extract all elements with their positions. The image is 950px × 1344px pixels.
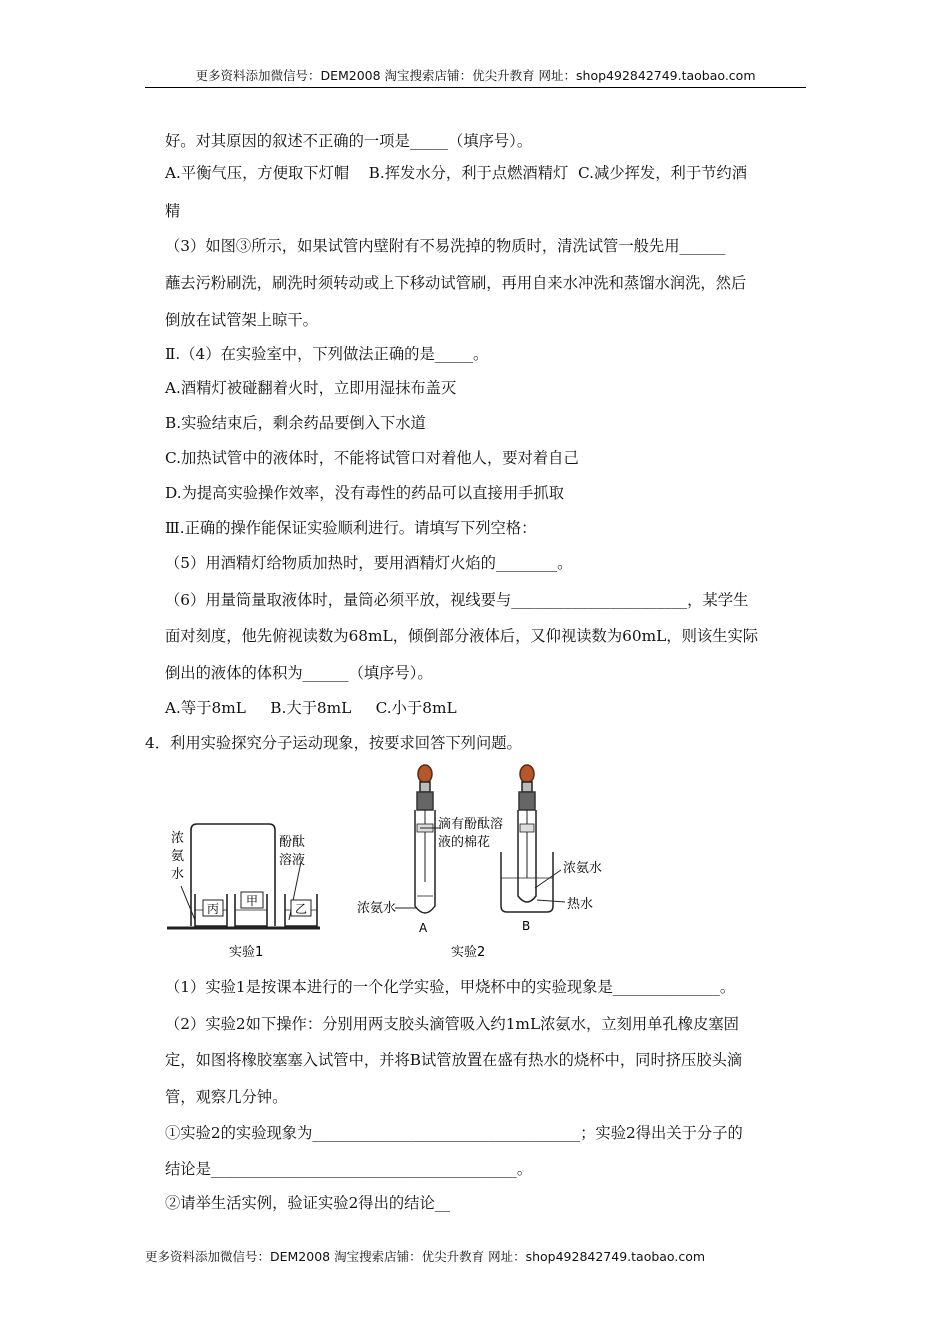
exp1-beaker-label: 乙 [295,902,308,916]
text-line: 倒放在试管架上晾干。 [165,311,318,329]
exp1-beaker-label: 甲 [246,894,259,908]
page-footer: 更多资料添加微信号：DEM2008 淘宝搜索店铺：优尖升教育 网址：shop492842749.taobao.com [145,1249,706,1264]
exp2-hot-water-label: 热水 [567,897,594,912]
exp1-ammonia-label: 氨 [171,849,185,864]
question-4-title: 4．利用实验探究分子运动现象，按要求回答下列问题。 [145,734,522,752]
text-line: ②请举生活实例，验证实验2得出的结论__ [165,1194,451,1212]
header-divider [145,87,806,88]
exp1-ammonia-label: 水 [171,867,185,882]
text-line: 结论是________________________________________。 [165,1160,533,1178]
text-line: D.为提高实验操作效率，没有毒性的药品可以直接用手抓取 [165,484,565,502]
text-line: C.加热试管中的液体时，不能将试管口对着他人，要对着自己 [165,449,579,467]
exp1-beaker-label: 丙 [207,902,220,916]
exp1-ammonia-label: 浓 [171,831,185,846]
exp2-cotton-label: 滴有酚酞溶 [438,817,504,832]
text-line: 面对刻度，他先俯视读数为68mL，倾倒部分液体后，又仰视读数为60mL，则该生实际 [165,627,759,645]
text-line: （2）实验2如下操作：分别用两支胶头滴管吸入约1mL浓氨水，立刻用单孔橡皮塞固 [165,1015,739,1033]
exp2-ammonia-label: 浓氨水 [357,901,397,916]
text-line: Ⅲ.正确的操作能保证实验顺利进行。请填写下列空格： [165,519,537,537]
exp2-cotton-label: 液的棉花 [438,835,491,850]
text-line: 好。对其原因的叙述不正确的一项是_____（填序号）。 [165,132,533,150]
experiment-figure [165,760,625,970]
exp2-caption: 实验2 [451,945,486,960]
text-line: （1）实验1是按课本进行的一个化学实验，甲烧杯中的实验现象是______________。 [165,978,736,996]
page-header: 更多资料添加微信号：DEM2008 淘宝搜索店铺：优尖升教育 网址：shop492842749.taobao.com [195,68,756,83]
text-line: 定，如图将橡胶塞塞入试管中，并将B试管放置在盛有热水的烧杯中，同时挤压胶头滴 [165,1051,743,1069]
text-line: A.平衡气压，方便取下灯帽 B.挥发水分，利于点燃酒精灯 C.减少挥发，利于节约酒 [165,164,748,182]
text-line: 精 [165,202,181,220]
text-line: A.酒精灯被碰翻着火时，立即用湿抹布盖灭 [165,379,457,397]
text-line: 管，观察几分钟。 [165,1088,288,1106]
text-line: Ⅱ.（4）在实验室中，下列做法正确的是_____。 [165,345,489,363]
exp2-ammonia-label: 浓氨水 [563,861,603,876]
text-line: A.等于8mL B.大于8mL C.小于8mL [165,699,457,717]
text-line: 蘸去污粉刷洗，刷洗时须转动或上下移动试管刷，再用自来水冲洗和蒸馏水润洗，然后 [165,274,747,292]
text-line: （5）用酒精灯给物质加热时，要用酒精灯火焰的________。 [165,554,573,572]
exp2-tube-b-label: B [522,919,531,933]
text-line: （6）用量筒量取液体时，量筒必须平放，视线要与_______________________，某学生 [165,591,749,609]
exp1-caption: 实验1 [229,945,264,960]
text-line: （3）如图③所示，如果试管内壁附有不易洗掉的物质时，清洗试管一般先用______ [165,237,726,255]
exp1-phenol-label: 酚酞 [279,835,306,850]
text-line: ①实验2的实验现象为___________________________________；实验2得出关于分子的 [165,1124,743,1142]
text-line: B.实验结束后，剩余药品要倒入下水道 [165,414,426,432]
exp2-tube-a-label: A [419,921,428,935]
text-line: 倒出的液体的体积为______（填序号）。 [165,664,433,682]
exp1-phenol-label: 溶液 [279,853,306,868]
